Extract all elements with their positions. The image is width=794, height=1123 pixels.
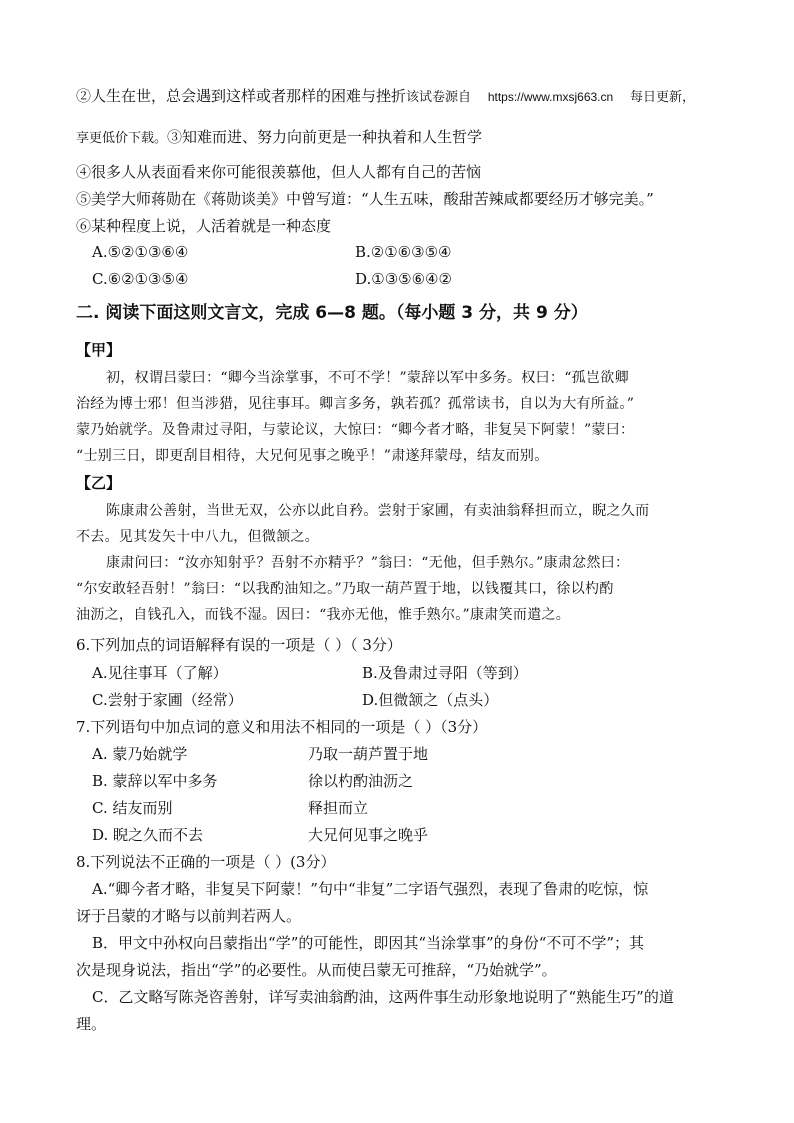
sentence-3: ③知难而进、努力向前更是一种执着和人生哲学 [167,128,483,146]
passage-yi-line: 油沥之，自钱孔入，而钱不湿。因曰：“我亦无他，惟手熟尔。”康肃笑而遣之。 [76,607,571,623]
q8-option-b-cont: 次是现身说法，指出“学”的必要性。从而使吕蒙无可推辞，“乃始就学”。 [76,961,557,979]
q7-option-c[interactable]: C. 结友而别 [92,799,173,817]
sentence-2-line [76,86,695,108]
q6-stem: 6.下列加点的词语解释有误的一项是（ ）（ 3分） [76,636,402,654]
sentence-6: ⑥某种程度上说，人活着就是一种态度 [76,217,332,235]
passage-jia-line: “士别三日，即更刮目相待，大兄何见事之晚乎！”肃遂拜蒙母，结友而别。 [76,448,549,464]
q7-option-d[interactable]: D. 睨之久而不去 [92,826,204,844]
q7-stem: 7.下列语句中加点词的意义和用法不相同的一项是（ ）（3分） [76,718,488,736]
q5-option-c[interactable]: C.⑥②①③⑤④ [92,270,189,288]
sentence-3-line [76,127,482,149]
passage-jia-line: 初，权谓吕蒙曰：“卿今当涂掌事，不可不学！”蒙辞以军中多务。权曰：“孤岂欲卿 [106,370,629,386]
q7-option-a-pair: 乃取一葫芦置于地 [308,745,429,763]
passage-yi-line: 康肃问曰：“汝亦知射乎？吾射不亦精乎？”翁曰：“无他，但手熟尔。”康肃忿然曰： [106,555,630,571]
q8-option-c-cont: 理。 [76,1015,107,1033]
q7-option-b[interactable]: B. 蒙辞以军中多务 [92,772,218,790]
q5-option-a[interactable]: A.⑤②①③⑥④ [92,243,189,261]
q5-option-d[interactable]: D.①③⑤⑥④② [355,270,452,288]
q7-option-b-pair: 徐以杓酌油沥之 [308,772,414,790]
sentence-2: ②人生在世，总会遇到这样或者那样的困难与挫折 [76,87,407,105]
q7-option-c-pair: 释担而立 [308,799,369,817]
q6-option-a[interactable]: A.见往事耳（了解） [92,664,228,682]
q8-option-b[interactable]: B．甲文中孙权向吕蒙指出“学”的可能性，即因其“当涂掌事”的身份“不可不学”；其 [92,934,645,952]
q8-option-c[interactable]: C．乙文略写陈尧咨善射，详写卖油翁酌油，这两件事生动形象地说明了“熟能生巧”的道 [92,988,674,1006]
section-2-heading: 二. 阅读下面这则文言文，完成 6—8 题。（每小题 3 分，共 9 分） [76,303,588,323]
q8-stem: 8.下列说法不正确的一项是（ ）(3分） [76,853,336,871]
download-note: 享更低价下载。 [76,131,168,146]
q8-option-a[interactable]: A.“卿今者才略，非复吴下阿蒙！”句中“非复”二字语气强烈，表现了鲁肃的吃惊，惊 [92,880,649,898]
q8-option-a-cont: 讶于吕蒙的才略与以前判若两人。 [76,907,302,925]
q7-option-d-pair: 大兄何见事之晚乎 [308,826,429,844]
q7-option-a[interactable]: A. 蒙乃始就学 [92,745,188,763]
q6-option-b[interactable]: B.及鲁肃过寻阳（等到） [362,664,528,682]
passage-yi-line: “尔安敢轻吾射！”翁曰：“以我酌油知之。”乃取一葫芦置于地，以钱覆其口，徐以杓酌 [76,581,614,597]
passage-jia-label: 【甲】 [76,341,122,359]
sentence-4: ④很多人从表面看来你可能很羡慕他，但人人都有自己的苦恼 [76,163,482,181]
q6-option-c[interactable]: C.尝射于家圃（经常） [92,691,243,709]
source-note: 该试卷源自 [406,90,472,105]
passage-yi-line: 陈康肃公善射，当世无双，公亦以此自矜。尝射于家圃，有卖油翁释担而立，睨之久而 [106,503,650,519]
q5-option-b[interactable]: B.②①⑥③⑤④ [355,243,452,261]
passage-jia-line: 蒙乃始就学。及鲁肃过寻阳，与蒙论议，大惊曰：“卿今者才略，非复吴下阿蒙！”蒙曰： [76,422,635,438]
passage-jia-line: 治经为博士邪！但当涉猎，见往事耳。卿言多务，孰若孤？孤常读书，自以为大有所益。” [76,396,635,412]
source-url[interactable]: https://www.mxsj663.cn [487,90,614,104]
update-note: 每日更新， [629,90,695,105]
passage-yi-label: 【乙】 [76,474,122,492]
q6-option-d[interactable]: D.但微颔之（点头） [362,691,499,709]
passage-yi-line: 不去。见其发矢十中八九，但微颔之。 [76,529,320,545]
sentence-5: ⑤美学大师蒋勋在《蒋勋谈美》中曾写道：“人生五味，酸甜苦辣咸都要经历才够完美。” [76,190,654,208]
